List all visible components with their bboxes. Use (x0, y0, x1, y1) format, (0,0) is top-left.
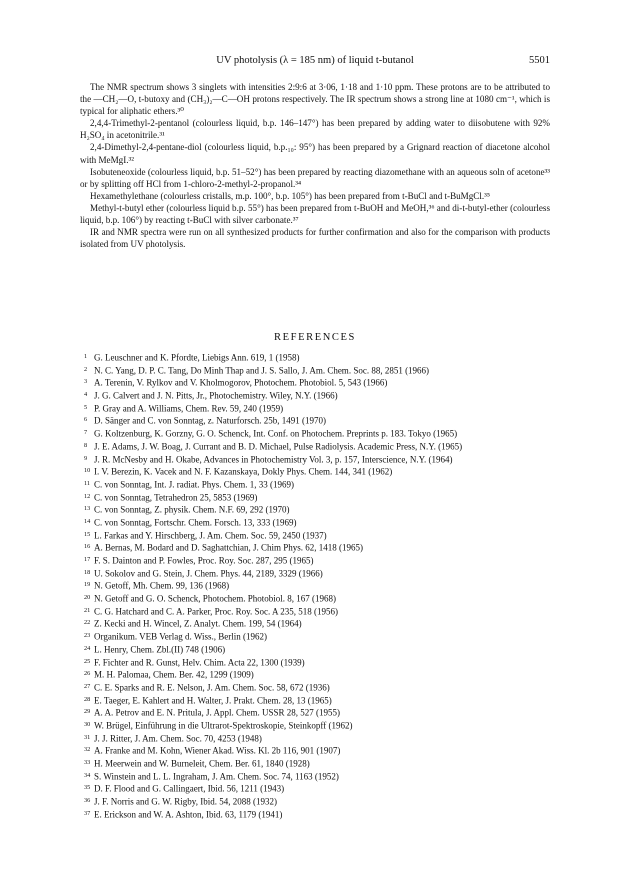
reference-item (84, 503, 554, 516)
references-heading: REFERENCES (274, 332, 356, 343)
reference-number: 9 (84, 454, 88, 462)
reference-number: 27 (84, 682, 91, 690)
reference-item (84, 782, 554, 795)
reference-item (84, 376, 554, 389)
reference-number: 10 (84, 467, 91, 475)
reference-number: 31 (84, 733, 91, 741)
reference-item (84, 579, 554, 592)
reference-item (84, 681, 554, 694)
reference-text: U. Sokolov and G. Stein, J. Chem. Phys. 44, 2189, 3329 (1966) (94, 568, 323, 579)
reference-text: C. E. Sparks and R. E. Nelson, J. Am. Chem. Soc. 58, 672 (1936) (94, 682, 330, 693)
reference-item (84, 402, 554, 415)
reference-text: E. Taeger, E. Kahlert and H. Walter, J. Prakt. Chem. 28, 13 (1965) (94, 695, 332, 706)
reference-item (84, 427, 554, 440)
reference-text: G. Koltzenburg, K. Gorzny, G. O. Schenck, Int. Conf. on Photochem. Preprints p. 183. Tokyo (1965) (94, 428, 458, 439)
reference-item (84, 668, 554, 681)
reference-text: N. C. Yang, D. P. C. Tang, Do Minh Thap and J. S. Sallo, J. Am. Chem. Soc. 88, 2851 (1966) (94, 365, 430, 376)
reference-item (84, 478, 554, 491)
reference-number: 13 (84, 505, 91, 513)
reference-number: 16 (84, 543, 91, 551)
reference-number: 19 (84, 581, 91, 589)
reference-number: 17 (84, 556, 91, 563)
reference-number: 23 (84, 632, 91, 640)
reference-item (84, 389, 554, 402)
reference-item (84, 554, 554, 567)
reference-number: 5 (84, 403, 88, 411)
reference-text: C. von Sonntag, Tetrahedron 25, 5853 (1969) (94, 492, 258, 503)
reference-text: H. Meerwein and W. Burneleit, Chem. Ber. 61, 1840 (1928) (94, 758, 310, 769)
reference-item (84, 453, 554, 466)
reference-number: 12 (84, 492, 91, 500)
reference-item (84, 630, 554, 643)
reference-text: C. von Sonntag, Z. physik. Chem. N.F. 69, 292 (1970) (94, 504, 290, 515)
reference-number: 15 (84, 530, 91, 538)
reference-text: J. J. Ritter, J. Am. Chem. Soc. 70, 4253 (1948) (94, 733, 262, 744)
running-head (80, 55, 550, 69)
reference-text: L. Henry, Chem. Zbl.(II) 748 (1906) (94, 644, 226, 655)
reference-number: 33 (84, 759, 91, 766)
paragraph-ethers: Methyl-t-butyl ether (colourless liquid b.p. 55°) has been prepared from t-BuOH and MeOH,³⁶ and di-t-butyl-ether (colourless liquid, b.p. 106°) by reacting t-BuCl with silver carbonate.³⁷ (80, 202, 550, 226)
reference-text: A. Bernas, M. Bodard and D. Saghattchian, J. Chim Phys. 62, 1418 (1965) (94, 542, 363, 553)
reference-item (84, 364, 554, 377)
reference-item (84, 694, 554, 707)
reference-item (84, 414, 554, 427)
reference-text: J. G. Calvert and J. N. Pitts, Jr., Photochemistry. Wiley, N.Y. (1966) (94, 390, 338, 401)
reference-text: C. von Sonntag, Int. J. radiat. Phys. Chem. 1, 33 (1969) (94, 479, 294, 490)
reference-text: I. V. Berezin, K. Vacek and N. F. Kazanskaya, Dokly Phys. Chem. 144, 341 (1962) (94, 466, 393, 477)
reference-text: G. Leuschner and K. Pfordte, Liebigs Ann. 619, 1 (1958) (94, 352, 300, 363)
reference-text: J. R. McNesby and H. Okabe, Advances in Photochemistry Vol. 3, p. 157, Interscience, N.Y. (1964) (94, 454, 453, 464)
reference-text: N. Getoff, Mh. Chem. 99, 136 (1968) (94, 580, 230, 591)
reference-item (84, 351, 554, 364)
reference-number: 28 (84, 695, 91, 703)
reference-item (84, 567, 554, 580)
reference-item (84, 808, 554, 821)
reference-number: 1 (84, 353, 88, 360)
reference-number: 11 (84, 479, 91, 487)
paragraph-hexamethylethane: Hexamethylethane (colourless cristalls, m.p. 100°, b.p. 105°) has been prepared from t-BuCl and t-BuMgCl.³⁵ (90, 190, 491, 201)
reference-number: 37 (84, 809, 91, 817)
reference-number: 30 (84, 720, 91, 728)
reference-number: 25 (84, 657, 91, 665)
reference-number: 22 (84, 619, 91, 627)
reference-number: 7 (84, 429, 88, 437)
reference-number: 2 (84, 365, 88, 373)
paragraph-dimethylpentanediol: 2,4-Dimethyl-2,4-pentane-diol (colourless liquid, b.p.₁₀: 95°) has been prepared by a Grignard reaction of diacetone alcohol with MeMgI.³² (80, 142, 550, 165)
reference-text: Organikum. VEB Verlag d. Wiss., Berlin (1962) (94, 631, 267, 642)
reference-item (84, 706, 554, 719)
reference-text: A. Franke and M. Kohn, Wiener Akad. Wiss. Kl. 2b 116, 901 (1907) (94, 745, 341, 756)
reference-number: 8 (84, 441, 88, 449)
reference-text: F. Fichter and R. Gunst, Helv. Chim. Acta 22, 1300 (1939) (94, 657, 305, 667)
reference-item (84, 617, 554, 630)
reference-text: P. Gray and A. Williams, Chem. Rev. 59, 240 (1959) (94, 403, 284, 414)
reference-text: A. A. Petrov and E. N. Pritula, J. Appl. Chem. USSR 28, 527 (1955) (94, 707, 341, 718)
reference-item (84, 770, 554, 783)
paragraph-trimethylpentanol: 2,4,4-Trimethyl-2-pentanol (colourless liquid, b.p. 146–147°) has been prepared by adding water to diisobutene with 92% H₂SO₄ in acetonitrile.³¹ (80, 118, 550, 141)
reference-number: 18 (84, 568, 91, 576)
reference-text: L. Farkas and Y. Hirschberg, J. Am. Chem. Soc. 59, 2450 (1937) (94, 530, 327, 541)
reference-number: 29 (84, 708, 91, 716)
reference-number: 26 (84, 670, 91, 678)
reference-number: 32 (84, 746, 91, 754)
reference-item (84, 757, 554, 770)
reference-text: W. Brügel, Einführung in die Ultrarot-Spektroskopie, Steinkopff (1962) (94, 720, 353, 731)
reference-text: Z. Kecki and H. Wincel, Z. Analyt. Chem. 199, 54 (1964) (94, 618, 302, 629)
paragraph-isobuteneoxide: Isobuteneoxide (colourless liquid, b.p. 51–52°) has been prepared by reacting diazomethane with an aqueous soln of acetone³³ or by splitting off HCl from 1-chloro-2-methyl-2-propanol.³⁴ (80, 166, 550, 189)
reference-item (84, 744, 554, 757)
page-number: 5501 (529, 55, 550, 66)
reference-text: N. Getoff and G. O. Schenck, Photochem. Photobiol. 8, 167 (1968) (94, 593, 337, 604)
reference-item (84, 592, 554, 605)
reference-number: 35 (84, 784, 91, 792)
reference-number: 4 (84, 391, 88, 399)
reference-item (84, 541, 554, 554)
reference-number: 20 (84, 594, 91, 602)
reference-text: J. E. Adams, J. W. Boag, J. Currant and B. D. Michael, Pulse Radiolysis. Academic Press, N.Y. (1965) (94, 441, 463, 452)
reference-text: M. H. Palomaa, Chem. Ber. 42, 1299 (1909) (94, 669, 254, 680)
reference-item (84, 719, 554, 732)
reference-text: D. F. Flood and G. Callingaert, Ibid. 56, 1211 (1943) (94, 783, 285, 794)
reference-item (84, 605, 554, 618)
reference-number: 6 (84, 416, 88, 424)
reference-text: C. G. Hatchard and C. A. Parker, Proc. Roy. Soc. A 235, 518 (1956) (94, 606, 339, 617)
reference-item (84, 795, 554, 808)
reference-number: 3 (84, 378, 88, 386)
reference-item (84, 732, 554, 745)
reference-item (84, 491, 554, 504)
reference-number: 21 (84, 606, 91, 614)
running-title: UV photolysis (λ = 185 nm) of liquid t-butanol (216, 55, 414, 66)
reference-item (84, 465, 554, 478)
paragraph-spectra: IR and NMR spectra were run on all synthesized products for further confirmation and also for the comparison with products isolated from UV photolysis. (80, 227, 550, 250)
reference-text: F. S. Dainton and P. Fowles, Proc. Roy. Soc. 287, 295 (1965) (94, 555, 314, 566)
reference-text: A. Terenin, V. Rylkov and V. Kholmogorov, Photochem. Photobiol. 5, 543 (1966) (94, 377, 388, 388)
reference-number: 36 (84, 797, 91, 805)
paragraph-nmr-spectrum: The NMR spectrum shows 3 singlets with intensities 2:9:6 at 3·06, 1·18 and 1·10 ppm. These protons are to be attributed to the —CH₂—O, t-butoxy and (CH₃)₂—C—OH protons respectively. The IR spectrum shows a strong line at 1080 cm⁻¹, which is typical for aliphatic ethers.³⁰ (80, 82, 550, 117)
reference-item (84, 643, 554, 656)
reference-text: C. von Sonntag, Fortschr. Chem. Forsch. 13, 333 (1969) (94, 517, 297, 528)
reference-text: J. F. Norris and G. W. Rigby, Ibid. 54, 2088 (1932) (94, 796, 277, 807)
reference-item (84, 440, 554, 453)
reference-item (84, 656, 554, 669)
reference-text: S. Winstein and L. L. Ingraham, J. Am. Chem. Soc. 74, 1163 (1952) (94, 771, 339, 782)
reference-list (84, 351, 554, 820)
reference-text: D. Sänger and C. von Sonntag, z. Naturforsch. 25b, 1491 (1970) (94, 415, 326, 426)
reference-text: E. Erickson and W. A. Ashton, Ibid. 63, 1179 (1941) (94, 809, 283, 820)
reference-number: 34 (84, 771, 91, 779)
reference-number: 14 (84, 517, 91, 525)
reference-item (84, 516, 554, 529)
reference-number: 24 (84, 644, 91, 652)
reference-item (84, 529, 554, 542)
body-text (80, 81, 550, 250)
